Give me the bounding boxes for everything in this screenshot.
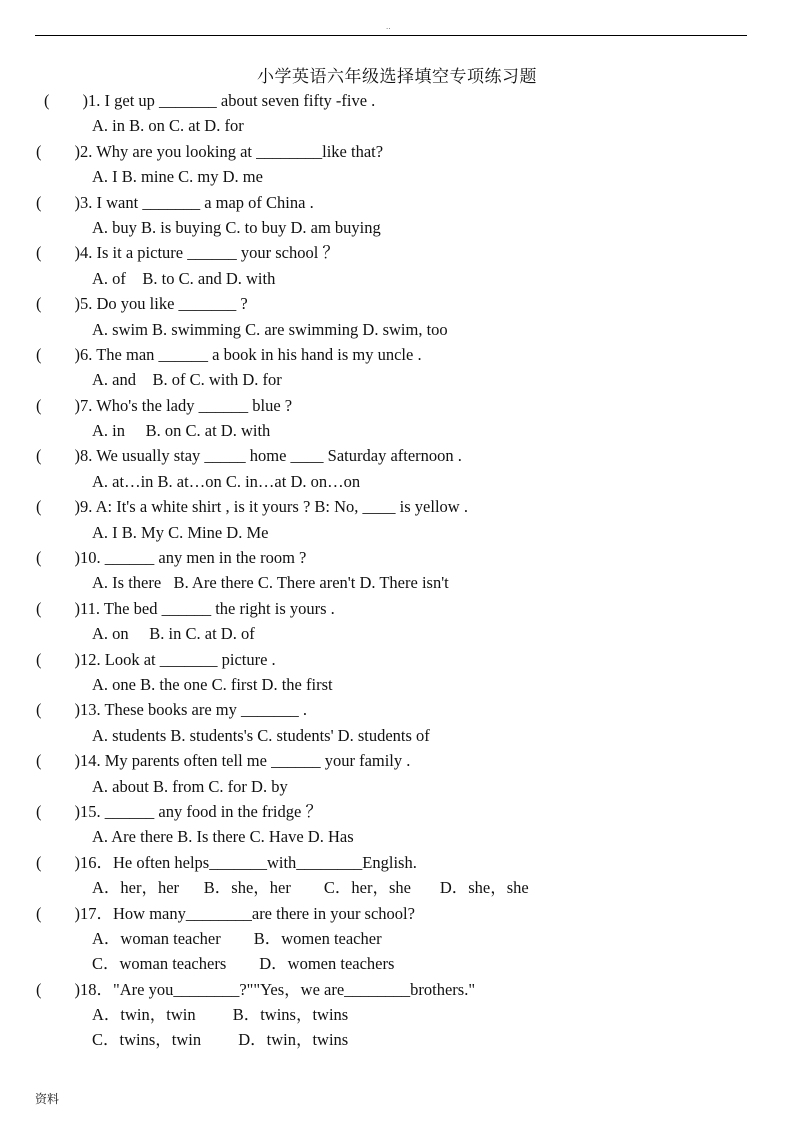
answer-options: A. Are there B. Is there C. Have D. Has — [92, 827, 354, 847]
answer-options: A. Is there B. Are there C. There aren't D. There isn't — [92, 573, 449, 593]
question-12 — [36, 647, 756, 672]
question-3 — [36, 190, 756, 215]
question-text: 3. I want _______ a map of China . — [80, 192, 314, 212]
answer-blank[interactable]: ( ) — [36, 979, 80, 999]
question-text: 17．How many________are there in your school? — [80, 903, 415, 923]
answer-options: A. at…in B. at…on C. in…at D. on…on — [92, 471, 361, 491]
question-5 — [36, 291, 756, 316]
question-text: 10. ______ any men in the room ? — [80, 548, 307, 568]
question-text: 4. Is it a picture ______ your school ？ — [80, 243, 339, 263]
question-8 — [36, 443, 756, 468]
question-10 — [36, 545, 756, 570]
answer-options: A. I B. My C. Mine D. Me — [92, 522, 269, 542]
question-4 — [36, 240, 756, 265]
answer-blank[interactable]: ( ) — [36, 294, 80, 314]
question-text: 9. A: It's a white shirt , is it yours ? B: No, ____ is yellow . — [80, 497, 468, 517]
question-list — [36, 88, 756, 1053]
answer-blank[interactable]: ( ) — [36, 243, 80, 263]
question-11 — [36, 596, 756, 621]
question-16 — [36, 850, 756, 875]
answer-blank[interactable]: ( ) — [36, 192, 80, 212]
answer-options: A. in B. on C. at D. for — [92, 116, 244, 136]
question-7 — [36, 393, 756, 418]
answer-options: A. in B. on C. at D. with — [92, 421, 271, 441]
question-15 — [36, 799, 756, 824]
question-text: 5. Do you like _______ ? — [80, 294, 248, 314]
question-text: 15. ______ any food in the fridge ？ — [80, 801, 322, 821]
answer-options: A．twin，twin B．twins，twins — [92, 1005, 349, 1025]
question-17 — [36, 901, 756, 926]
page-footer: 资料 — [35, 1092, 60, 1106]
answer-options: A. of B. to C. and D. with — [92, 268, 276, 288]
answer-blank[interactable]: ( ) — [36, 446, 80, 466]
question-text: 18．"Are you________?""Yes，we are________brothers." — [80, 979, 476, 999]
answer-blank[interactable]: ( ) — [36, 649, 80, 669]
question-13 — [36, 697, 756, 722]
page-title: 小学英语六年级选择填空专项练习题 — [257, 67, 537, 87]
question-text: 1. I get up _______ about seven fifty -five . — [88, 91, 376, 110]
question-text: 14. My parents often tell me ______ your family . — [80, 751, 411, 771]
question-14 — [36, 748, 756, 773]
question-6 — [36, 342, 756, 367]
question-18 — [36, 977, 756, 1002]
answer-blank[interactable]: ( ) — [36, 903, 80, 923]
question-text: 16．He often helps_______with________English. — [80, 852, 417, 872]
answer-blank[interactable]: ( ) — [36, 344, 80, 364]
answer-options: A. on B. in C. at D. of — [92, 624, 255, 644]
answer-blank[interactable]: ( ) — [36, 141, 80, 161]
answer-options: A. about B. from C. for D. by — [92, 776, 288, 796]
answer-blank[interactable]: ( ) — [36, 751, 80, 771]
answer-options: A. students B. students's C. students' D. students of — [92, 725, 430, 745]
answer-options: C．woman teachers D．women teachers — [92, 954, 395, 974]
header-mark: .. — [386, 22, 391, 31]
question-9 — [36, 494, 756, 519]
answer-options: A．her，her B．she，her C．her，she D．she，she — [92, 878, 529, 898]
answer-blank[interactable]: ( ) — [36, 497, 80, 517]
question-text: 6. The man ______ a book in his hand is my uncle . — [80, 344, 422, 364]
answer-options: C．twins，twin D．twin，twins — [92, 1030, 349, 1050]
answer-blank[interactable]: ( ) — [36, 700, 80, 720]
answer-options: A．woman teacher B．women teacher — [92, 928, 382, 948]
header-rule — [35, 35, 747, 36]
question-text: 7. Who's the lady ______ blue ? — [80, 395, 293, 415]
question-text: 2. Why are you looking at ________like that? — [80, 141, 384, 161]
answer-blank[interactable]: ( ) — [36, 801, 80, 821]
answer-options: A. one B. the one C. first D. the first — [92, 674, 333, 694]
answer-options: A. and B. of C. with D. for — [92, 370, 282, 390]
answer-blank[interactable]: ( ) — [36, 395, 80, 415]
answer-blank[interactable]: ( ) — [44, 91, 88, 110]
question-2 — [36, 139, 756, 164]
question-text: 11. The bed ______ the right is yours . — [80, 598, 335, 618]
answer-options: A. swim B. swimming C. are swimming D. swim, too — [92, 319, 448, 339]
answer-blank[interactable]: ( ) — [36, 548, 80, 568]
answer-blank[interactable]: ( ) — [36, 852, 80, 872]
answer-options: A. I B. mine C. my D. me — [92, 167, 263, 187]
question-text: 12. Look at _______ picture . — [80, 649, 276, 669]
question-text: 13. These books are my _______ . — [80, 700, 307, 720]
answer-blank[interactable]: ( ) — [36, 598, 80, 618]
question-text: 8. We usually stay _____ home ____ Saturday afternoon . — [80, 446, 462, 466]
answer-options: A. buy B. is buying C. to buy D. am buying — [92, 217, 381, 237]
question-1 — [36, 88, 756, 113]
